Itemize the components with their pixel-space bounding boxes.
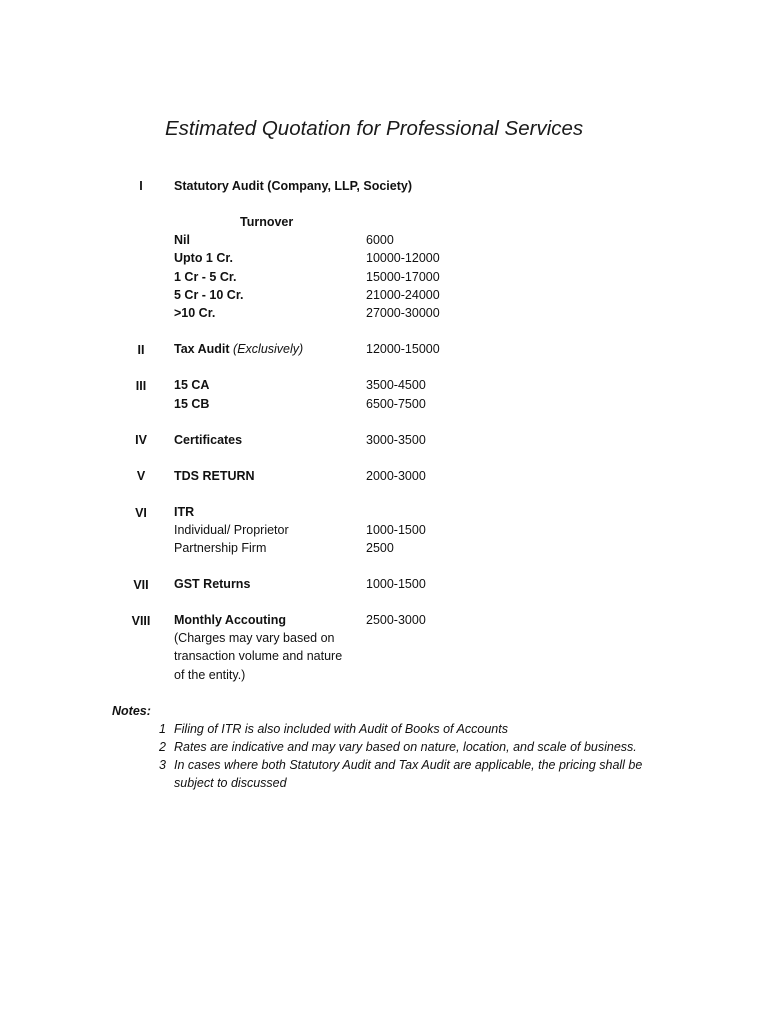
note-text: Rates are indicative and may vary based on nature, location, and scale of business. [174,740,637,754]
note-number: 1 [159,722,166,736]
notes-heading: Notes: [112,704,151,718]
section-number: VIII [131,614,151,628]
section-number: VI [135,506,147,520]
turnover-row-label: Nil [174,233,190,247]
section-row-label: Individual/ Proprietor [174,523,289,537]
section-value: 3000-3500 [366,433,426,447]
section-label: ITR [174,505,195,519]
section-number: III [135,379,147,393]
turnover-row-value: 15000-17000 [366,270,440,284]
note-text-continued: subject to discussed [174,776,287,790]
turnover-heading: Turnover [240,215,294,229]
section-label [174,342,303,356]
turnover-row-label: >10 Cr. [174,306,216,320]
section-row-value: 2500 [366,541,394,555]
section-row-value: 6500-7500 [366,397,426,411]
turnover-row-value: 27000-30000 [366,306,440,320]
note-number: 2 [159,740,166,754]
section-number: II [137,343,145,357]
turnover-row-label: 5 Cr - 10 Cr. [174,288,244,302]
section-value: 2000-3000 [366,469,426,483]
section-row-value: 1000-1500 [366,523,426,537]
section-note-line: of the entity.) [174,668,246,682]
section-number: IV [135,433,147,447]
section-number: VII [133,578,149,592]
section-number: V [136,469,146,483]
note-text: Filing of ITR is also included with Audit of Books of Accounts [174,722,508,736]
turnover-row-value: 10000-12000 [366,251,440,265]
turnover-row-value: 21000-24000 [366,288,440,302]
section-label: Statutory Audit (Company, LLP, Society) [174,179,412,193]
turnover-row-label: 1 Cr - 5 Cr. [174,270,237,284]
section-note-line: transaction volume and nature [174,649,343,663]
note-number: 3 [159,758,166,772]
section-label: TDS RETURN [174,469,255,483]
section-value: 1000-1500 [366,577,426,591]
section-row-label: Partnership Firm [174,541,267,555]
section-label: Certificates [174,433,243,447]
section-label-note: (Exclusively) [233,342,304,356]
section-number: I [139,179,143,193]
page-title: Estimated Quotation for Professional Services [165,117,584,140]
section-label: Monthly Accouting [174,613,287,627]
section-row-label: 15 CB [174,397,210,411]
section-value: 12000-15000 [366,342,440,356]
section-label: GST Returns [174,577,251,591]
turnover-row-value: 6000 [366,233,394,247]
section-value: 2500-3000 [366,613,426,627]
section-row-label: 15 CA [174,378,210,392]
section-note-line: (Charges may vary based on [174,631,335,645]
section-row-value: 3500-4500 [366,378,426,392]
note-text: In cases where both Statutory Audit and Tax Audit are applicable, the pricing shall be [174,758,643,772]
turnover-row-label: Upto 1 Cr. [174,251,234,265]
section-label-main: Tax Audit [174,342,230,356]
